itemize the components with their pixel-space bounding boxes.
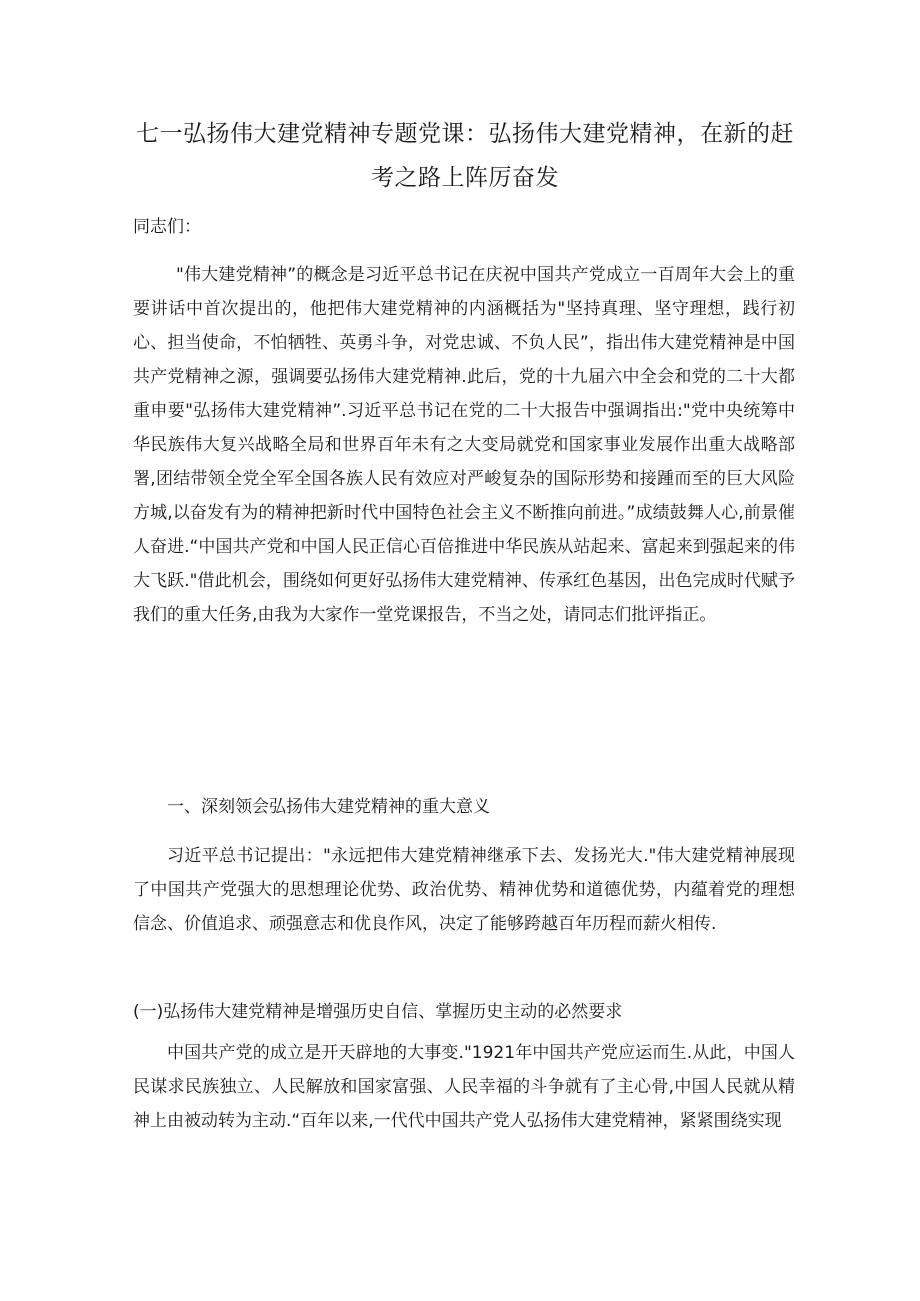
section-heading-1: 一、深刻领会弘扬伟大建党精神的重大意义 (167, 797, 490, 817)
document-title-line-1: 七一弘扬伟大建党精神专题党课：弘扬伟大建党精神，在新的赶 (136, 121, 794, 147)
body-paragraph-2: 习近平总书记提出："永远把伟大建党精神继承下去、发扬光大."伟大建党精神展现了中国共产党强大的思想理论优势、政治优势、精神优势和道德优势，内蕴着党的理想信念、价值追求、顽强意志和优良作风，决定了能够跨越百年历程而薪火相传. (133, 846, 795, 934)
document-title-line-2: 考之路上阵厉奋发 (371, 165, 559, 191)
subsection-heading-1: (一)弘扬伟大建党精神是增强历史自信、掌握历史主动的必然要求 (133, 1002, 623, 1022)
body-paragraph-1: "伟大建党精神”的概念是习近平总书记在庆祝中国共产党成立一百周年大会上的重要讲话中首次提出的，他把伟大建党精神的内涵概括为"坚持真理、坚守理想，践行初心、担当使命，不怕牺牲、英勇斗争，对党忠诚、不负人民”，指出伟大建党精神是中国共产党精神之源，强调要弘扬伟大建党精神.此后，党的十九届六中全会和党的二十大都重申要"弘扬伟大建党精神”.习近平总书记在党的二十大报告中强调指出:"党中央统筹中华民族伟大复兴战略全局和世界百年未有之大变局就党和国家事业发展作出重大战略部署,团结带领全党全军全国各族人民有效应对严峻复杂的国际形势和接踵而至的巨大风险方城,以奋发有为的精神把新时代中国特色社会主义不断推向前进。”成绩鼓舞人心,前景催人奋进.“中国共产党和中国人民正信心百倍推进中华民族从站起来、富起来到强起来的伟大飞跃."借此机会，围绕如何更好弘扬伟大建党精神、传承红色基因，出色完成时代赋予我们的重大任务,由我为大家作一堂党课报告，不当之处，请同志们批评指正。 (133, 265, 795, 625)
body-paragraph-3: 中国共产党的成立是开天辟地的大事变."1921年中国共产党应运而生.从此，中国人民谋求民族独立、人民解放和国家富强、人民幸福的斗争就有了主心骨,中国人民就从精神上由被动转为主动.“百年以来,一代代中国共产党人弘扬伟大建党精神，紧紧围绕实现 (133, 1043, 795, 1131)
salutation: 同志们： (133, 217, 201, 237)
